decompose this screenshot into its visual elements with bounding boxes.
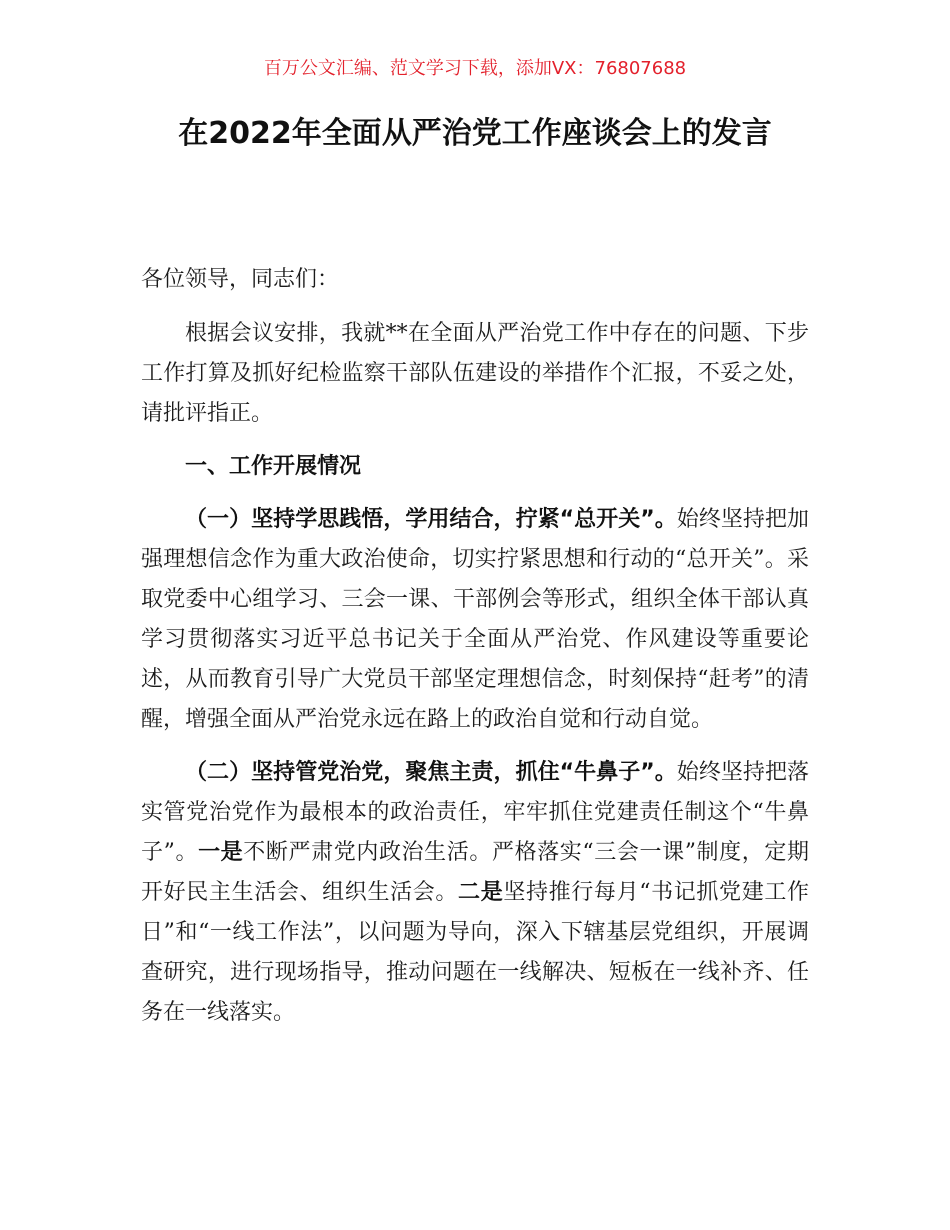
document-title: 在2022年全面从严治党工作座谈会上的发言	[178, 116, 772, 151]
item-2-paragraph	[141, 753, 809, 1033]
item-2-point-1-text: 不断严肃党内政治生活。严格落实“三会一课”制度，定期开好民主生活会、组织生活会。	[141, 840, 809, 905]
item-2-point-2-text: 坚持推行每月“书记抓党建工作日”和“一线工作法”，以问题为导向，深入下辖基层党组织，开展调查研究，进行现场指导，推动问题在一线解决、短板在一线补齐、任务在一线落实。	[141, 880, 809, 1025]
greeting: 各位领导，同志们：	[141, 267, 340, 292]
section-heading	[141, 447, 809, 487]
intro-paragraph: 根据会议安排，我就**在全面从严治党工作中存在的问题、下步工作打算及抓好纪检监察干部队伍建设的举措作个汇报，不妥之处，请批评指正。	[141, 321, 809, 426]
section-heading-text: 一、工作开展情况	[185, 454, 362, 479]
item-2-lead: （二）坚持管党治党，聚焦主责，抓住“牛鼻子”。	[185, 760, 677, 785]
item-2-point-2-label: 二是	[458, 880, 504, 905]
item-1-text: 始终坚持把加强理想信念作为重大政治使命，切实拧紧思想和行动的“总开关”。采取党委中心组学习、三会一课、干部例会等形式，组织全体干部认真学习贯彻落实习近平总书记关于全面从严治党、作风建设等重要论述，从而教育引导广大党员干部坚定理想信念，时刻保持“赶考”的清醒，增强全面从严治党永远在路上的政治自觉和行动自觉。	[141, 507, 809, 732]
item-2-point-1-label: 一是	[198, 840, 244, 865]
item-2-text: 始终坚持把落实管党治党作为最根本的政治责任，牢牢抓住党建责任制这个“牛鼻子”。	[141, 760, 809, 865]
item-1-lead: （一）坚持学思践悟，学用结合，拧紧“总开关”。	[185, 507, 677, 532]
document-body	[141, 260, 809, 1046]
item-1-paragraph	[141, 500, 809, 740]
watermark-banner: 百万公文汇编、范文学习下载，添加VX：76807688	[263, 58, 687, 79]
